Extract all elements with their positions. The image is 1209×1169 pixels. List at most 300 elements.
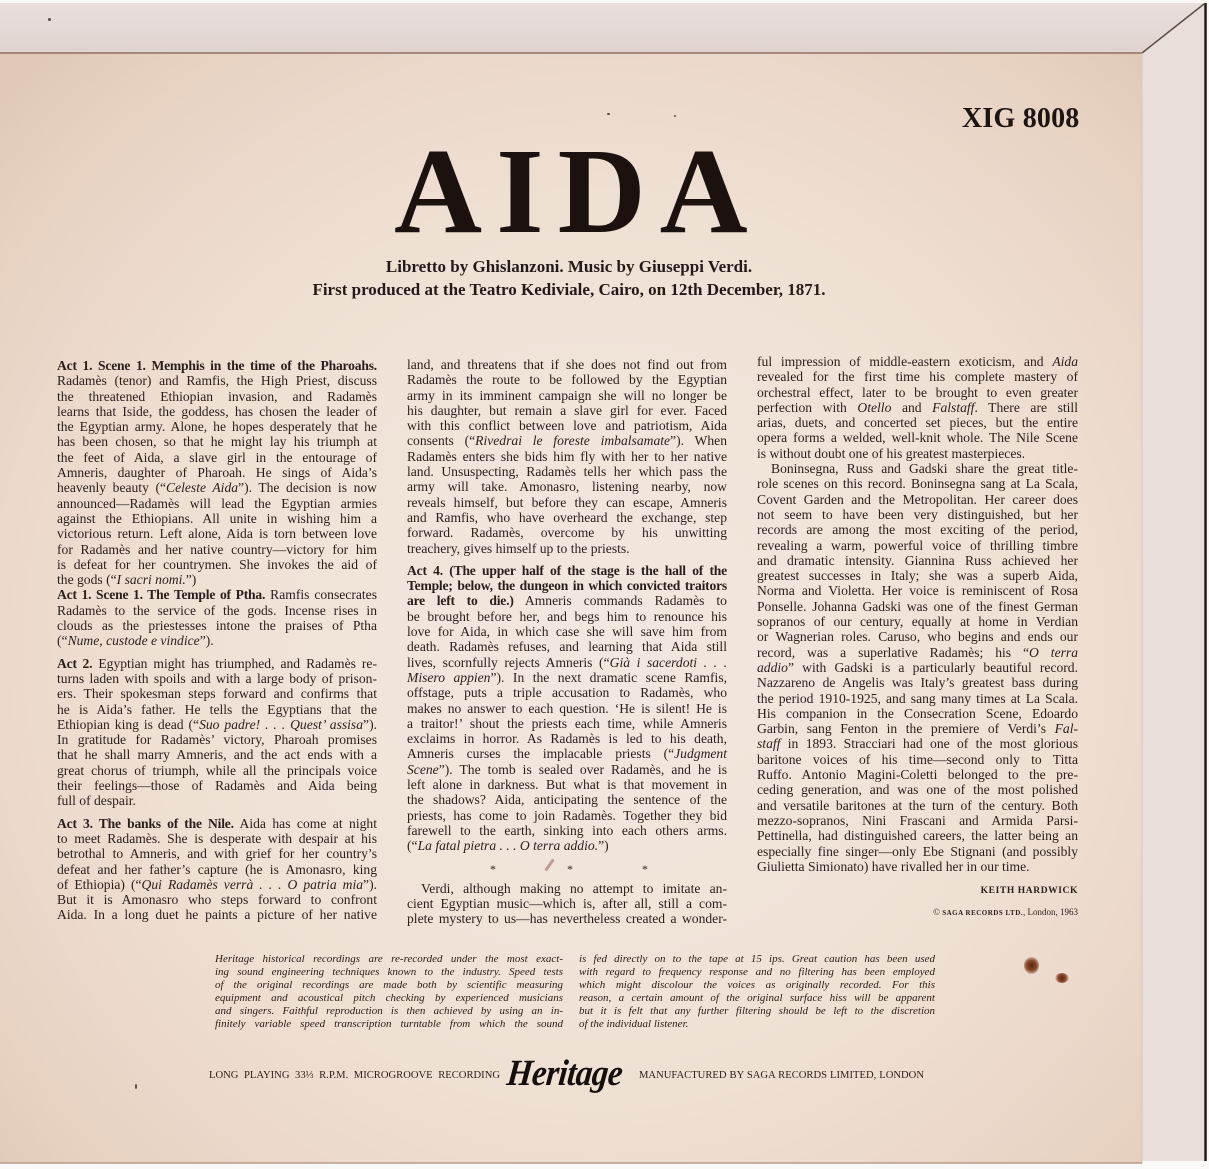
- text-line: [57, 702, 377, 717]
- text-line: [407, 403, 727, 418]
- text-run: army in its imminent campaign she will no longer be: [407, 387, 727, 403]
- paragraph: [57, 587, 377, 648]
- text-run: defeat and her father’s capture (he is Amonasro, king: [57, 861, 377, 877]
- text-line: [757, 721, 1078, 736]
- text-run: is defeat for her countrymen. She invokes the aid of: [57, 556, 377, 572]
- text-run: especially fine singer—only Ebe Stignani (and possibly: [757, 843, 1078, 859]
- text-run: but it is felt that any further filtering should be left to the discretion: [579, 1005, 935, 1017]
- subtitle: [0, 255, 1138, 301]
- text-line: [757, 354, 1078, 369]
- text-line: [57, 862, 377, 877]
- catalog-number: XIG 8008: [962, 103, 1080, 134]
- text-run: their feelings—those of Radamès and Aida being: [57, 778, 377, 794]
- text-run: priests, has come to join Radamès. Together they bid: [407, 807, 727, 823]
- text-run: heavenly beauty (“: [57, 480, 167, 496]
- text-run: clouds as the priestesses intone the praises of Ptha: [57, 618, 377, 634]
- italic-run: I sacri nomi.: [116, 572, 186, 588]
- text-line: [579, 953, 935, 966]
- text-line: [57, 603, 377, 618]
- text-line: [407, 418, 727, 433]
- bold-run: Act 1. Scene 1. The Temple of Ptha.: [57, 587, 266, 603]
- italic-run: Judgment: [674, 746, 727, 762]
- text-run: is fed directly on to the tape at 15 ips. Great caution has been used: [579, 953, 935, 965]
- text-line: [57, 793, 377, 808]
- text-run: army will take. Amonasro, listening nearby, now: [407, 479, 727, 495]
- text-run: betrothal to Amneris, and with grief for her country’s: [57, 846, 377, 862]
- text-run: turns laden with spoils and with a large body of prison-: [57, 670, 377, 686]
- text-line: [57, 778, 377, 793]
- text-line: [757, 476, 1078, 491]
- text-line: [757, 782, 1078, 797]
- text-run: Aida. In a long duet he paints a picture of her native: [57, 907, 377, 923]
- text-line: [407, 510, 727, 525]
- text-run: to meet Radamès. She is desperate with despair at his: [57, 830, 377, 846]
- text-run: ”).: [363, 716, 377, 732]
- text-run: farewell to the earth, sinking into each others arms.: [407, 822, 727, 838]
- copyright-holder: SAGA RECORDS LTD.: [942, 909, 1023, 917]
- text-run: has been chosen, so that he might lay his triumph at: [57, 434, 377, 450]
- bold-run: Temple; below, the dungeon in which convicted traitors: [407, 578, 727, 594]
- text-line: [757, 430, 1078, 445]
- text-run: land, and threatens that if she does not find out from: [407, 357, 727, 372]
- text-line: [57, 496, 377, 511]
- text-line: [57, 732, 377, 747]
- text-line: [579, 966, 935, 979]
- text-line: [57, 717, 377, 732]
- text-run: Amneris, daughter of Pharoah. He sings of Aida’s: [57, 465, 377, 481]
- text-run: plete mystery to us—has nevertheless created a wonder-: [407, 911, 727, 927]
- text-line: [579, 1018, 935, 1031]
- copyright-symbol: ©: [933, 907, 940, 917]
- text-run: ”).: [363, 876, 377, 892]
- text-line: [407, 731, 727, 746]
- subtitle-credits: Libretto by Ghislanzoni. Music by Giuseppi Verdi.: [385, 257, 753, 276]
- text-line: [407, 479, 727, 494]
- text-line: [215, 979, 563, 992]
- text-run: and dramatic intensity. Giannina Russ achieved her: [757, 552, 1078, 568]
- text-line: [407, 685, 727, 700]
- text-run: death. Radamès refuses, and learning that Aida still: [407, 639, 727, 655]
- text-line: [407, 464, 727, 479]
- text-line: [407, 808, 727, 823]
- text-run: great chorus of triumph, while all the principals voice: [57, 762, 377, 778]
- text-line: [57, 404, 377, 419]
- text-run: Ramfis consecrates: [265, 587, 377, 603]
- text-run: revealing a warm, powerful voice of thrilling timbre: [757, 537, 1078, 553]
- text-line: [57, 511, 377, 526]
- text-line: [57, 671, 377, 686]
- text-line: [407, 563, 727, 578]
- italic-run: Misero appien: [407, 669, 491, 685]
- text-line: [407, 911, 727, 926]
- speck-mark: [135, 1084, 137, 1089]
- text-run: Garbin, sang Fenton in the premiere of Verdi’s: [757, 721, 1055, 737]
- text-run: against the Ethiopians. All unite in wishing him a: [57, 510, 377, 526]
- text-run: Radamès to the service of the gods. Incense rises in: [57, 602, 377, 618]
- text-line: [57, 831, 377, 846]
- text-line: [215, 953, 563, 966]
- text-line: [57, 358, 377, 373]
- paragraph: [579, 953, 935, 1031]
- italic-run: La fatal pietra . . . O terra addio.: [417, 838, 599, 854]
- text-line: [757, 660, 1078, 675]
- italic-run: Fal-: [1054, 721, 1078, 737]
- text-run: revealed for the first time his complete mastery of: [757, 369, 1078, 385]
- author-credit: KEITH HARDWICK: [980, 886, 1078, 896]
- text-run: of the individual listener.: [579, 1018, 689, 1030]
- italic-run: Otello: [857, 399, 892, 415]
- text-line: [757, 446, 1078, 461]
- paragraph: [215, 953, 563, 1031]
- heritage-logo: Heritage: [504, 1053, 625, 1095]
- text-run: love for Aida, in which case she will save him from: [407, 624, 727, 640]
- text-line: [757, 706, 1078, 721]
- asterisk: *: [567, 861, 573, 876]
- text-run: sopranos of our century, equally at home in Verdian: [757, 614, 1078, 630]
- right-flap: [1142, 3, 1204, 1161]
- text-line: [57, 434, 377, 449]
- text-line: [57, 587, 377, 602]
- text-line: [407, 823, 727, 838]
- paragraph: [407, 881, 727, 927]
- text-run: ceding generation, and was one of the most polished: [757, 782, 1078, 798]
- manufacturer-label: MANUFACTURED BY SAGA RECORDS LIMITED, LONDON: [639, 1070, 924, 1081]
- text-line: [757, 461, 1078, 476]
- text-run: Nazzareno de Angelis was Italy’s greatest bass during: [757, 675, 1078, 691]
- text-run: finitely variable speed transcription turntable from which the sound: [215, 1018, 563, 1030]
- speck-mark: [48, 18, 51, 21]
- text-run: Radamès enters she bids him fly with her to her native: [407, 448, 727, 464]
- text-line: [57, 747, 377, 762]
- text-line: [757, 553, 1078, 568]
- italic-run: Falstaff: [932, 399, 975, 415]
- text-line: [407, 777, 727, 792]
- text-run: and Ramfis, who have overheard the exchange, step: [407, 509, 727, 525]
- text-line: [757, 599, 1078, 614]
- text-line: [57, 557, 377, 572]
- text-line: [407, 716, 727, 731]
- text-run: ers. Their spokesman steps forward and confirms that: [57, 686, 377, 702]
- text-line: [407, 578, 727, 593]
- text-line: [579, 979, 935, 992]
- italic-run: Suo padre! . . . Quest’ assisa: [199, 716, 364, 732]
- copyright-place-year: , London, 1963: [1023, 907, 1078, 917]
- text-line: [407, 624, 727, 639]
- italic-run: addio: [757, 659, 788, 675]
- text-line: [407, 838, 727, 853]
- section-separator: [407, 857, 727, 881]
- text-run: and singers. Faithful reproduction is then achieved by using an in-: [215, 1005, 563, 1017]
- text-run: land. Unsuspecting, Radamès tells her which pass the: [407, 464, 727, 480]
- text-run: equipment and acoustical pitch checking by experienced musicians: [215, 992, 563, 1004]
- text-line: [57, 526, 377, 541]
- text-run: with regard to frequency response and no filtering has been employed: [579, 966, 935, 978]
- text-run: for Radamès and her native country—victory for him: [57, 541, 377, 557]
- copyright-line: [933, 906, 1078, 920]
- text-run: greatest successes in Italy; she was a superb Aida,: [757, 568, 1078, 584]
- text-line: [407, 792, 727, 807]
- text-run: Giulietta Simionato) have rivalled her in our time.: [757, 858, 1030, 874]
- text-line: [757, 675, 1078, 690]
- text-line: [215, 1018, 563, 1031]
- text-run: the period 1910-1925, and sang many times at La Scala.: [757, 690, 1078, 706]
- italic-run: Celeste Aida: [166, 480, 239, 496]
- text-line: [757, 798, 1078, 813]
- text-line: [57, 389, 377, 404]
- text-line: [757, 538, 1078, 553]
- text-run: Egyptian might has triumphed, and Radamès re-: [92, 655, 377, 671]
- text-line: [407, 762, 727, 777]
- text-line: [57, 892, 377, 907]
- text-run: records are among the most exciting of the period,: [757, 522, 1078, 538]
- text-line: [57, 907, 377, 922]
- text-line: [757, 400, 1078, 415]
- bold-run: Act 3. The banks of the Nile.: [57, 815, 234, 831]
- italic-run: Scene: [407, 761, 439, 777]
- paragraph: [57, 656, 377, 809]
- text-run: His companion in the Consecration Scene, Edoardo: [757, 705, 1078, 721]
- italic-run: Aida: [1052, 354, 1078, 369]
- paragraph: [57, 816, 377, 923]
- text-run: Amneris commands Radamès to: [513, 593, 727, 609]
- text-run: which might discolour the voices as originally recorded. For this: [579, 979, 935, 991]
- text-line: [407, 896, 727, 911]
- text-run: full of despair.: [57, 793, 136, 809]
- text-line: [57, 816, 377, 831]
- text-run: ”).: [199, 633, 214, 649]
- recording-note-left: [215, 953, 563, 1031]
- text-line: [757, 522, 1078, 537]
- text-line: [57, 763, 377, 778]
- text-run: perfection with: [757, 399, 858, 415]
- text-run: treachery, gives himself up to the priests.: [407, 540, 630, 556]
- text-run: be brought before her, and begs him to renounce his: [407, 608, 727, 624]
- text-run: announced—Radamès will lead the Egyptian armies: [57, 495, 377, 511]
- text-run: in 1893. Stracciari had one of the most glorious: [780, 736, 1078, 752]
- text-line: [407, 670, 727, 685]
- text-line: [407, 541, 727, 556]
- italic-run: Già i sacerdoti . . .: [609, 654, 727, 670]
- text-line: [757, 369, 1078, 384]
- text-line: [407, 593, 727, 608]
- text-line: [757, 568, 1078, 583]
- text-line: [57, 618, 377, 633]
- speck-mark: [607, 113, 610, 115]
- text-line: [407, 639, 727, 654]
- text-line: [407, 701, 727, 716]
- text-run: cient Egyptian music—which is, after all, still a com-: [407, 895, 727, 911]
- text-run: reason, a certain amount of the original surface hiss will be apparent: [579, 992, 935, 1004]
- text-run: role scenes on this record. Boninsegna sang at La Scala,: [757, 476, 1078, 492]
- text-run: and versatile baritones at the turn of the century. Both: [757, 797, 1078, 813]
- text-run: ” with Gadski is a particularly beautiful record.: [787, 659, 1078, 675]
- text-run: and: [891, 399, 933, 415]
- bold-run: Act 4. (The upper half of the stage is the hall of the: [407, 562, 727, 578]
- speck-mark: [674, 115, 676, 117]
- text-line: [57, 572, 377, 587]
- notes-column-3: [757, 354, 1078, 874]
- text-run: lives, scornfully rejects Amneris (“: [407, 654, 610, 670]
- text-line: [215, 966, 563, 979]
- text-line: [57, 877, 377, 892]
- text-run: Norma and Violetta. Her voice is reminiscent of Rosa: [757, 583, 1078, 599]
- text-line: [757, 844, 1078, 859]
- stain-mark: [1055, 973, 1069, 983]
- bold-run: Act 2.: [57, 655, 93, 671]
- text-run: the threatened Ethiopian invasion, and Radamès: [57, 388, 377, 404]
- text-line: [757, 507, 1078, 522]
- text-line: [757, 614, 1078, 629]
- text-line: [757, 415, 1078, 430]
- text-line: [579, 1005, 935, 1018]
- text-run: with this conflict between love and patriotism, Aida: [407, 418, 727, 434]
- text-run: that he shall marry Amneris, and the act ends with a: [57, 747, 377, 763]
- paragraph: [757, 354, 1078, 461]
- text-run: ”). In the next dramatic scene Ramfis,: [490, 669, 728, 685]
- text-line: [757, 385, 1078, 400]
- recording-note-right: [579, 953, 935, 1031]
- asterisk: *: [642, 861, 648, 876]
- paragraph: [57, 358, 377, 587]
- text-run: Radamès the route to be followed by the Egyptian: [407, 372, 727, 388]
- text-run: of Ethiopia) (“: [57, 876, 142, 892]
- text-line: [407, 357, 727, 372]
- text-line: [407, 372, 727, 387]
- italic-run: Rivedrai le foreste imbalsamate: [475, 433, 671, 449]
- text-line: [57, 373, 377, 388]
- text-run: But it is Amonasro who steps forward to confront: [57, 892, 377, 908]
- text-line: [407, 525, 727, 540]
- text-run: Amneris curses the implacable priests (“: [407, 746, 675, 762]
- text-run: Pettinella, had distinguished careers, the latter being an: [757, 828, 1078, 844]
- text-line: [57, 633, 377, 648]
- bold-run: are left to die.): [407, 593, 514, 609]
- text-line: [407, 449, 727, 464]
- text-line: [757, 645, 1078, 660]
- text-line: [407, 881, 727, 896]
- text-line: [757, 629, 1078, 644]
- text-line: [407, 495, 727, 510]
- text-run: exclaims in horror. As Radamès is led to his death,: [407, 731, 727, 747]
- text-run: arias, duets, and concerted set pieces, but the entire: [757, 415, 1078, 431]
- text-line: [757, 828, 1078, 843]
- format-label: LONG PLAYING 33⅓ R.P.M. MICROGROOVE RECORDING: [209, 1070, 500, 1081]
- text-run: ful impression of middle-eastern exoticism, and: [757, 354, 1053, 369]
- text-run: not seem to have been very distinguished, but her: [757, 506, 1078, 522]
- album-title: AIDA: [394, 124, 762, 259]
- paragraph: [407, 357, 727, 556]
- paragraph: [757, 461, 1078, 874]
- subtitle-premiere: First produced at the Teatro Kediviale, Cairo, on 12th December, 1871.: [312, 280, 826, 299]
- text-line: [407, 609, 727, 624]
- paragraph: [407, 563, 727, 854]
- text-run: left alone in darkness. But what is that movement in: [407, 777, 727, 793]
- italic-run: O terra: [1029, 644, 1078, 660]
- text-run: of the original recordings are made both by scientific measuring: [215, 979, 563, 991]
- asterisk: *: [490, 861, 496, 876]
- text-run: mezzo-sopranos, Nini Frascani and Armida Parsi-: [757, 812, 1078, 828]
- text-line: [757, 752, 1078, 767]
- text-run: ”). The decision is now: [238, 480, 377, 496]
- text-run: In gratitude for Radamès’ victory, Pharoah promises: [57, 732, 377, 748]
- text-run: opera forms a welded, well-knit whole. The Nile Scene: [757, 430, 1078, 446]
- text-line: [757, 691, 1078, 706]
- text-run: consents (“: [407, 433, 476, 449]
- text-line: [407, 746, 727, 761]
- text-line: [57, 846, 377, 861]
- text-line: [215, 1005, 563, 1018]
- text-run: Verdi, although making no attempt to imitate an-: [421, 880, 727, 896]
- text-run: Ponselle. Johanna Gadski was one of the finest German: [757, 598, 1078, 614]
- text-run: Ruffo. Antonio Magini-Coletti belonged to the pre-: [757, 767, 1078, 783]
- text-line: [757, 767, 1078, 782]
- text-run: he is Aida’s father. He tells the Egyptians that the: [57, 701, 377, 717]
- synopsis-column-2: [407, 357, 727, 926]
- text-run: Boninsegna, Russ and Gadski share the great title-: [771, 461, 1078, 477]
- italic-run: staff: [757, 736, 781, 752]
- text-run: baritone voices of his time—second only to Titta: [757, 751, 1078, 767]
- text-line: [57, 419, 377, 434]
- text-run: or Wagnerian roles. Caruso, who begins and ends our: [757, 629, 1078, 645]
- text-run: learns that Iside, the goddess, has chosen the leader of: [57, 403, 377, 419]
- text-run: orchestral effect, later to be brought to even greater: [757, 384, 1078, 400]
- text-run: the Egyptian army. Alone, he hopes desperately that he: [57, 419, 377, 435]
- text-run: ”): [598, 838, 609, 854]
- text-run: the shadows? Aida, anticipating the sentence of the: [407, 792, 727, 808]
- text-line: [57, 465, 377, 480]
- text-run: offstage, puts a triple accusation to Radamès, who: [407, 685, 727, 701]
- text-line: [57, 480, 377, 495]
- text-run: Ethiopian king is dead (“: [57, 716, 200, 732]
- text-line: [57, 450, 377, 465]
- text-run: his daughter, but remain a slave girl for ever. Faced: [407, 402, 727, 418]
- text-run: . There are still: [974, 399, 1078, 415]
- text-line: [757, 813, 1078, 828]
- text-line: [57, 542, 377, 557]
- text-line: [215, 992, 563, 1005]
- text-line: [407, 388, 727, 403]
- top-flap: [0, 3, 1204, 53]
- text-run: forward. Radamès, overcome by his unwitting: [407, 525, 727, 541]
- text-run: ”). When: [670, 433, 727, 449]
- text-run: reveals himself, but before they can escape, Amneris: [407, 494, 727, 510]
- synopsis-column-1: [57, 358, 377, 923]
- text-run: makes no answer to each question. ‘He is silent! He is: [407, 700, 727, 716]
- text-run: (“: [407, 838, 418, 854]
- text-line: [407, 655, 727, 670]
- bold-run: Act 1. Scene 1. Memphis in the time of the Pharoahs.: [57, 358, 377, 373]
- stain-mark: [1024, 957, 1039, 974]
- text-run: the feet of Aida, a slave girl in the entourage of: [57, 449, 377, 465]
- text-line: [757, 859, 1078, 874]
- text-run: ing sound engineering techniques known to the industry. Speed tests: [215, 966, 563, 978]
- text-run: a traitor!’ shout the priests each time, while Amneris: [407, 715, 727, 731]
- text-line: [757, 492, 1078, 507]
- italic-run: Nume, custode e vindice: [67, 633, 200, 649]
- text-run: Covent Garden and the Metropolitan. Her career does: [757, 491, 1078, 507]
- text-run: Radamès (tenor) and Ramfis, the High Priest, discuss: [57, 373, 377, 389]
- text-run: ”): [185, 572, 197, 588]
- text-line: [57, 686, 377, 701]
- text-line: [407, 433, 727, 448]
- text-line: [757, 583, 1078, 598]
- italic-run: Qui Radamès verrà . . . O patria mia: [141, 876, 364, 892]
- text-line: [757, 736, 1078, 751]
- text-run: the gods (“: [57, 572, 117, 588]
- text-run: Heritage historical recordings are re-recorded under the most exact-: [215, 953, 563, 965]
- text-line: [57, 656, 377, 671]
- text-run: Aida has come at night: [233, 815, 377, 831]
